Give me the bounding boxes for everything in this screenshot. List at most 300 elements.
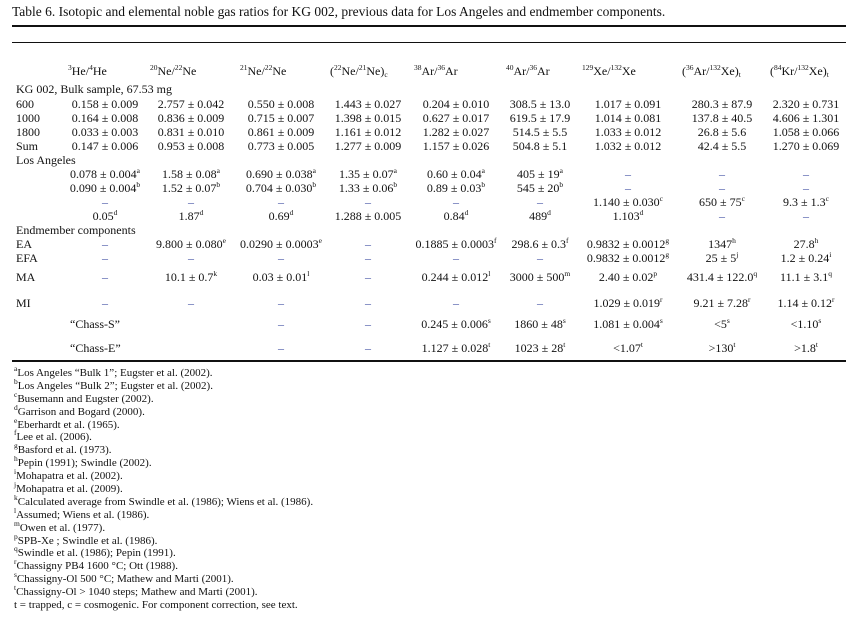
group-label: Endmember components (16, 222, 136, 237)
table-cell (326, 209, 410, 223)
cell-value: – (278, 317, 284, 331)
footnote (14, 570, 313, 586)
table-cell (766, 125, 846, 139)
column-header (146, 61, 236, 81)
cell-value: 514.5 ± 5.5 (512, 124, 568, 139)
footnote-mark: k (14, 492, 18, 502)
cell-value: – (803, 180, 809, 195)
table-cell (766, 209, 846, 223)
table-cell (502, 251, 578, 265)
cell-value: 0.164 ± 0.008 (71, 110, 139, 125)
footnote-text: Chassigny-Ol > 1040 steps; Mathew and Marti (2001). (16, 586, 258, 599)
table-cell (502, 125, 578, 139)
cell-footnote-mark: a (312, 165, 316, 175)
cell-value: 1.443 ± 0.027 (334, 96, 402, 111)
table-cell (326, 332, 410, 364)
cell-value: – (625, 180, 631, 195)
table-cell (678, 97, 766, 111)
header-row (12, 61, 846, 81)
table-cell (766, 290, 846, 317)
cell-value: 0.147 ± 0.006 (71, 138, 139, 153)
cell-value: – (188, 194, 194, 209)
row-label (12, 317, 64, 332)
cell-footnote-mark: l (488, 269, 491, 278)
header-sup2: 36 (437, 62, 445, 72)
table-cell (326, 139, 410, 153)
cell-value: 42.4 ± 5.5 (697, 138, 747, 153)
cell-value: 9.21 ± 7.28 (693, 296, 749, 310)
cell-footnote-mark: t (488, 339, 491, 349)
table-cell (410, 139, 502, 153)
table-cell (766, 251, 846, 265)
header-a: Ar/ (513, 63, 530, 78)
table-cell (146, 317, 236, 332)
header-sup2: 21 (358, 62, 367, 72)
cell-value: 650 ± 75 (699, 194, 742, 209)
group-row (12, 223, 846, 237)
row-label (12, 209, 64, 223)
column-header (410, 61, 502, 81)
cell-value: – (365, 317, 371, 331)
table-cell (578, 332, 678, 364)
footnote (14, 467, 313, 483)
cell-value: 0.704 ± 0.030 (245, 180, 313, 195)
table-cell (410, 209, 502, 223)
cell-value: 0.773 ± 0.005 (247, 138, 315, 153)
header-a: Xe/ (593, 63, 611, 78)
table-cell (678, 290, 766, 317)
footnote-text: Mohapatra et al. (2002). (16, 470, 123, 483)
table-cell (678, 181, 766, 195)
table-cell (578, 139, 678, 153)
table-row (12, 290, 846, 317)
table-row (12, 317, 846, 332)
cell-value: 2.320 ± 0.731 (772, 96, 840, 111)
footnote-text: Los Angeles “Bulk 2”; Eugster et al. (2002). (17, 379, 213, 392)
cell-value: – (102, 194, 108, 209)
table-cell (64, 195, 146, 209)
header-b: Xe) (720, 63, 739, 78)
cell-footnote-mark: d (113, 207, 118, 217)
table-cell (410, 237, 502, 251)
table-cell (64, 111, 146, 125)
cell-value: 0.831 ± 0.010 (157, 124, 225, 139)
cell-value: 0.89 ± 0.03 (426, 180, 482, 195)
cell-footnote-mark: a (393, 165, 397, 175)
column-header (766, 61, 846, 81)
table-cell (326, 97, 410, 111)
cell-footnote-mark: s (487, 316, 491, 325)
column-header (64, 61, 146, 81)
cell-value: – (278, 296, 284, 310)
cell-footnote-mark: t (733, 339, 736, 349)
cell-value: 1.058 ± 0.066 (772, 124, 840, 139)
table-cell (236, 97, 326, 111)
footnote-mark: b (14, 376, 18, 386)
table-row (12, 139, 846, 153)
cell-value: 1023 ± 28 (514, 340, 564, 355)
cell-footnote-mark: d (199, 207, 204, 217)
table-cell (236, 139, 326, 153)
cell-footnote-mark: h (732, 235, 736, 245)
cell-value: – (719, 208, 725, 223)
table-row (12, 97, 846, 111)
cell-footnote-mark: p (653, 269, 658, 278)
row-label (12, 332, 64, 364)
table-cell (146, 251, 236, 265)
group-label: Los Angeles (16, 152, 76, 167)
footnotes (14, 364, 314, 612)
table-cell (410, 111, 502, 125)
cell-footnote-mark: a (136, 165, 140, 175)
cell-footnote-mark: g (665, 249, 670, 259)
cell-footnote-mark: r (832, 295, 835, 304)
table-cell (326, 317, 410, 332)
footnote-text: Owen et al. (1977). (19, 521, 106, 534)
cell-footnote-mark: s (726, 316, 730, 325)
cell-value: – (278, 250, 284, 265)
cell-value: >130 (708, 340, 734, 355)
cell-value: 1.157 ± 0.026 (422, 138, 490, 153)
table-cell (326, 251, 410, 265)
table-cell (678, 209, 766, 223)
cell-value: – (365, 194, 371, 209)
header-b: Ne (272, 63, 287, 78)
header-pre: ( (770, 63, 774, 78)
table-cell (236, 181, 326, 195)
header-sup1: 38 (414, 62, 422, 72)
cell-value: 489 (529, 208, 548, 223)
table-cell (578, 111, 678, 125)
table-cell (326, 290, 410, 317)
cell-value: – (102, 236, 108, 251)
cell-footnote-mark: q (753, 269, 758, 278)
table-cell (766, 167, 846, 181)
cell-value: 9.800 ± 0.080 (156, 236, 223, 251)
row-label: EA (16, 236, 32, 251)
cell-footnote-mark: q (828, 269, 832, 278)
cell-value: 1.033 ± 0.012 (594, 124, 662, 139)
table-cell (578, 209, 678, 223)
cell-footnote-mark: c (741, 193, 745, 203)
table-cell (578, 97, 678, 111)
cell-value: – (365, 250, 371, 265)
header-sup2: 22 (174, 62, 183, 72)
cell-value: – (453, 296, 459, 310)
footnote (14, 583, 313, 599)
cell-footnote-mark: s (659, 316, 663, 325)
header-a: Ar/ (421, 63, 438, 78)
table-cell (64, 181, 146, 195)
header-sup1: 84 (774, 62, 782, 72)
table-cell (766, 195, 846, 209)
cell-value: 27.8 (793, 236, 815, 251)
header-sup1: 3 (68, 62, 72, 72)
cell-footnote-mark: b (481, 179, 486, 189)
cell-value: – (537, 296, 543, 310)
cell-value: 0.05 (92, 208, 114, 223)
table-cell (64, 265, 146, 290)
table-cell (64, 237, 146, 251)
table-row (12, 195, 846, 209)
header-a: Ne/ (341, 63, 359, 78)
header-blank (12, 61, 64, 81)
cell-footnote-mark: t (563, 339, 566, 349)
cell-footnote-mark: t (640, 339, 643, 349)
footnote-mark: q (14, 544, 18, 554)
table-cell (146, 332, 236, 364)
row-label: 1000 (16, 110, 40, 125)
header-b: Xe) (808, 63, 827, 78)
row-label: MI (16, 296, 31, 310)
footnote-mark: h (14, 454, 18, 464)
cell-value: 0.60 ± 0.04 (427, 166, 482, 181)
table-row (12, 251, 846, 265)
table-cell (326, 237, 410, 251)
cell-footnote-mark: b (393, 179, 398, 189)
cell-value: 1860 ± 48 (514, 317, 563, 331)
header-b: Ar (445, 63, 458, 78)
table-cell (502, 111, 578, 125)
cell-value: – (365, 236, 371, 251)
table-row (12, 111, 846, 125)
table-cell (236, 209, 326, 223)
table-cell (326, 111, 410, 125)
header-sup2: 22 (264, 62, 273, 72)
header-a: He/ (71, 63, 90, 78)
table-cell (64, 332, 146, 364)
cell-footnote-mark: e (318, 235, 322, 245)
cell-value: 1.081 ± 0.004 (593, 317, 660, 331)
table-row (12, 237, 846, 251)
table-cell (410, 251, 502, 265)
table-cell (64, 167, 146, 181)
table-cell (236, 111, 326, 125)
table-cell (146, 125, 236, 139)
table-cell (766, 317, 846, 332)
table-cell (64, 290, 146, 317)
header-a: Ne/ (157, 63, 175, 78)
cell-footnote-mark: j (736, 249, 739, 259)
table-cell (146, 97, 236, 111)
cell-value: “Chass-S” (70, 317, 120, 331)
cell-footnote-mark: b (216, 179, 221, 189)
table-cell (502, 332, 578, 364)
cell-value: 0.550 ± 0.008 (247, 96, 315, 111)
table-cell (410, 290, 502, 317)
cell-value: 2.757 ± 0.042 (157, 96, 225, 111)
table-cell (502, 290, 578, 317)
column-header (326, 61, 410, 81)
table-cell (410, 97, 502, 111)
cell-value: 1.398 ± 0.015 (334, 110, 402, 125)
table-cell (766, 139, 846, 153)
cell-value: 1.87 (178, 208, 200, 223)
header-sup1: 129 (582, 62, 594, 72)
header-a: Ar/ (693, 63, 710, 78)
table-cell (410, 265, 502, 290)
cell-footnote-mark: a (216, 165, 220, 175)
cell-value: 0.158 ± 0.009 (71, 96, 139, 111)
cell-footnote-mark: h (814, 235, 819, 245)
header-sup1: 40 (506, 62, 514, 72)
cell-value: – (537, 194, 543, 209)
footnote-text: Swindle et al. (1986); Pepin (1991). (17, 547, 176, 560)
header-rule (12, 42, 846, 43)
cell-value: 545 ± 20 (516, 180, 560, 195)
cell-value: 0.715 ± 0.007 (247, 110, 315, 125)
table-cell (236, 125, 326, 139)
cell-value: <5 (714, 317, 727, 331)
table-cell (326, 265, 410, 290)
cell-value: 0.1885 ± 0.0003 (415, 236, 495, 251)
footnote (14, 518, 313, 535)
cell-value: 0.9832 ± 0.0012 (586, 250, 666, 265)
cell-value: 308.5 ± 13.0 (509, 96, 571, 111)
footnote-mark: s (14, 570, 17, 580)
cell-value: 1.017 ± 0.091 (594, 96, 662, 111)
table-cell (578, 290, 678, 317)
cell-value: 0.204 ± 0.010 (422, 96, 490, 111)
table-cell (678, 332, 766, 364)
cell-value: 1.127 ± 0.028 (421, 340, 489, 355)
cell-footnote-mark: t (815, 339, 818, 349)
cell-value: 298.6 ± 0.3 (511, 236, 567, 251)
header-sup1: 20 (150, 62, 158, 72)
cell-value: 1.35 ± 0.07 (339, 166, 394, 181)
footnote (14, 557, 313, 573)
footnote-text: Calculated average from Swindle et al. (1986); Wiens et al. (1986). (17, 495, 314, 508)
cell-footnote-mark: s (818, 316, 822, 325)
footnote (14, 441, 313, 457)
table-row (12, 265, 846, 290)
footnote-mark: a (14, 364, 18, 373)
header-b: He (92, 63, 107, 78)
cell-footnote-mark: s (562, 316, 566, 325)
cell-value: 1.52 ± 0.07 (161, 180, 217, 195)
table-cell (146, 195, 236, 209)
column-header (678, 61, 766, 81)
footnote-mark: g (14, 441, 18, 451)
table-cell (64, 97, 146, 111)
footnote-text: t = trapped, c = cosmogenic. For component correction, see text. (14, 599, 298, 612)
table-cell (146, 265, 236, 290)
table-cell (678, 265, 766, 290)
table-cell (502, 237, 578, 251)
footnote-mark: i (14, 467, 17, 477)
footnote (14, 492, 314, 509)
cell-value: 0.033 ± 0.003 (71, 124, 139, 139)
table-cell (146, 237, 236, 251)
footnote-mark: c (14, 389, 18, 399)
footnote-mark: j (14, 480, 17, 490)
footnote (14, 480, 313, 496)
table-cell (502, 195, 578, 209)
cell-value: “Chass-E” (70, 340, 121, 355)
footnote-text: Los Angeles “Bulk 1”; Eugster et al. (2002). (17, 367, 213, 379)
footnote-text: Busemann and Eugster (2002). (17, 392, 154, 405)
cell-value: – (719, 180, 725, 195)
column-header (578, 61, 678, 81)
footnote-text: Pepin (1991); Swindle (2002). (17, 457, 152, 470)
footnote-mark: f (14, 428, 17, 438)
cell-value: 1.140 ± 0.030 (593, 194, 660, 209)
cell-footnote-mark: f (494, 235, 497, 245)
cell-value: – (188, 296, 194, 310)
header-sup1: 22 (334, 62, 342, 72)
table-cell (64, 251, 146, 265)
header-sup1: 36 (686, 62, 694, 72)
cell-value: – (803, 208, 809, 223)
table-cell (578, 251, 678, 265)
cell-value: 9.3 ± 1.3 (783, 194, 826, 209)
table-cell (236, 251, 326, 265)
footnote-mark: e (14, 415, 18, 425)
footnote (14, 415, 313, 432)
cell-value: – (719, 166, 725, 181)
table-cell (146, 167, 236, 181)
header-b: Xe (621, 63, 636, 78)
cell-value: – (102, 250, 108, 265)
cell-value: 0.245 ± 0.006 (421, 317, 488, 331)
header-sub: t (826, 69, 829, 79)
cell-value: 1.014 ± 0.081 (594, 110, 662, 125)
cell-value: 0.69 (268, 208, 290, 223)
table-cell (578, 237, 678, 251)
cell-value: – (188, 250, 194, 265)
column-header (502, 61, 578, 81)
cell-value: 4.606 ± 1.301 (772, 110, 840, 125)
cell-footnote-mark: f (566, 235, 569, 245)
table-cell (502, 139, 578, 153)
table-cell (410, 332, 502, 364)
table-cell (236, 265, 326, 290)
table-cell (236, 332, 326, 364)
cell-value: 1347 (708, 236, 733, 251)
header-sup2: 132 (797, 62, 809, 72)
cell-value: 1.270 ± 0.069 (772, 138, 840, 153)
header-sup1: 21 (240, 62, 248, 72)
cell-value: – (365, 340, 371, 355)
cell-footnote-mark: d (639, 207, 644, 217)
cell-footnote-mark: r (748, 295, 751, 304)
table-cell (502, 181, 578, 195)
table-cell (64, 209, 146, 223)
table-cell (766, 181, 846, 195)
row-label: EFA (16, 250, 38, 265)
table-row (12, 181, 846, 195)
footnote-text: SPB-Xe ; Swindle et al. (1986). (17, 534, 158, 547)
cell-value: 1.029 ± 0.019 (593, 296, 661, 310)
header-sup2: 4 (89, 62, 93, 72)
row-label: 600 (16, 96, 34, 111)
table-cell (146, 139, 236, 153)
table-cell (326, 195, 410, 209)
cell-value: 0.861 ± 0.009 (247, 124, 315, 139)
row-label: MA (16, 270, 36, 284)
cell-value: 0.627 ± 0.017 (422, 110, 490, 125)
cell-footnote-mark: a (559, 165, 563, 175)
data-table (12, 61, 846, 364)
table-cell (410, 125, 502, 139)
header-b: Ne (182, 63, 197, 78)
cell-value: 280.3 ± 87.9 (691, 96, 753, 111)
row-label (12, 167, 64, 181)
footnote-text: Basford et al. (1973). (17, 444, 112, 457)
table-cell (578, 265, 678, 290)
table-cell (766, 111, 846, 125)
table-cell (64, 125, 146, 139)
